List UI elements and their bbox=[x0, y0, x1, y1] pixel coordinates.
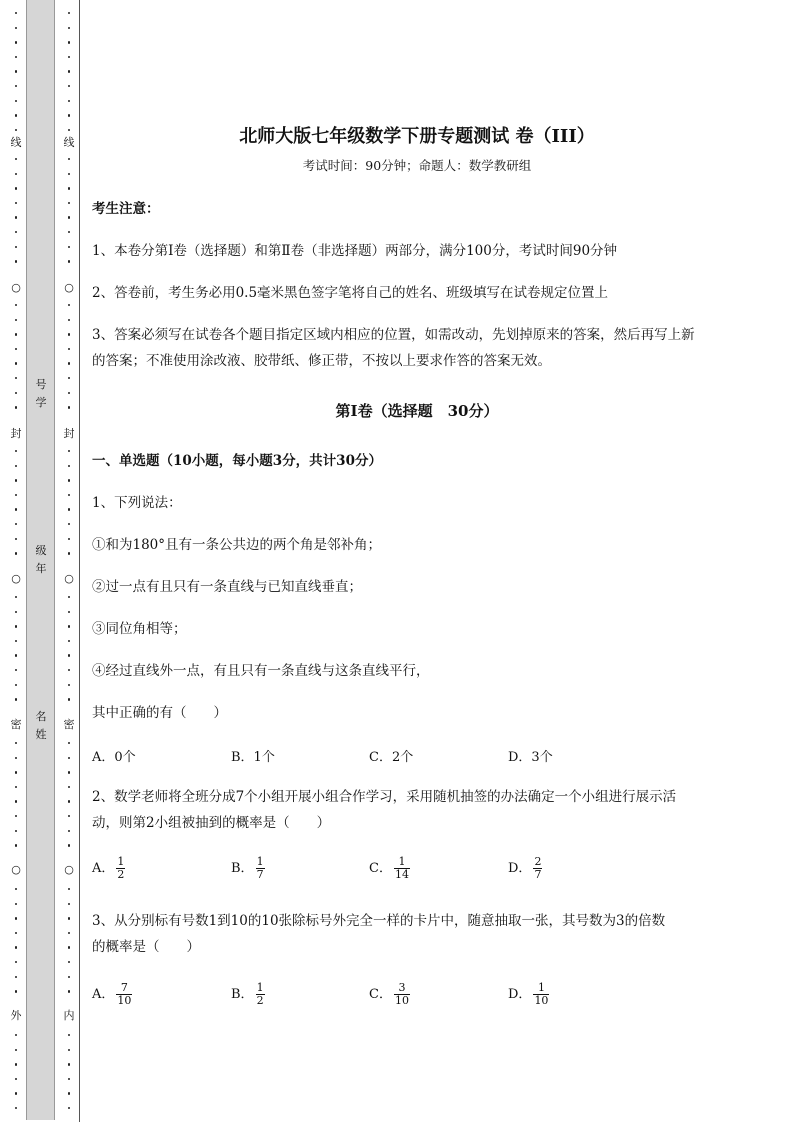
q2-option-b[interactable]: B． $\frac{1}{7}$ bbox=[231, 855, 264, 881]
q3-line2: 的概率是（ ） bbox=[92, 939, 200, 955]
seal-dot bbox=[68, 611, 70, 613]
seal-dot bbox=[68, 596, 70, 598]
q3-option-b[interactable]: B． $\frac{1}{2}$ bbox=[231, 981, 264, 1007]
seal-dot bbox=[15, 917, 17, 919]
seal-dot bbox=[15, 508, 17, 510]
q3-option-b-fraction: $\frac{1}{2}$ bbox=[256, 981, 264, 1007]
seal-dot bbox=[68, 231, 70, 233]
seal-dot bbox=[15, 1078, 17, 1080]
seal-dot bbox=[15, 800, 17, 802]
seal-dot bbox=[68, 538, 70, 540]
seal-dot bbox=[15, 56, 17, 58]
outer-mark: 密 bbox=[10, 718, 22, 731]
seal-dot bbox=[15, 1034, 17, 1036]
name-label: 名姓 bbox=[35, 710, 47, 741]
seal-dot bbox=[15, 946, 17, 948]
seal-dot bbox=[68, 976, 70, 978]
seal-dot bbox=[15, 742, 17, 744]
outer-mark: ○ bbox=[11, 572, 21, 585]
seal-dot bbox=[68, 70, 70, 72]
notice-item-3-line1: 3、答案必须写在试卷各个题目指定区域内相应的位置，如需改动，先划掉原来的答案，然后再写上新 bbox=[92, 327, 695, 343]
seal-dot bbox=[68, 990, 70, 992]
seal-dot bbox=[68, 771, 70, 773]
seal-dot bbox=[68, 260, 70, 262]
seal-dot bbox=[68, 757, 70, 759]
exam-subtitle: 考试时间：90分钟；命题人：数学教研组 bbox=[302, 158, 532, 173]
seal-dot bbox=[68, 246, 70, 248]
seal-dot bbox=[15, 669, 17, 671]
seal-dot bbox=[68, 932, 70, 934]
q2-option-a[interactable]: A． $\frac{1}{2}$ bbox=[92, 855, 125, 881]
seal-dot bbox=[15, 786, 17, 788]
seal-dot bbox=[68, 946, 70, 948]
seal-dot bbox=[68, 494, 70, 496]
seal-dot bbox=[15, 392, 17, 394]
seal-dot bbox=[15, 450, 17, 452]
seal-dot bbox=[15, 231, 17, 233]
notice-heading: 考生注意： bbox=[92, 201, 160, 217]
q1-statement-3: ③同位角相等； bbox=[92, 621, 187, 637]
notice-item-2: 2、答卷前，考生务必用0.5毫米黑色签字笔将自己的姓名、班级填写在试卷规定位置上 bbox=[92, 285, 609, 301]
seal-dot bbox=[68, 392, 70, 394]
q2-line1: 2、数学老师将全班分成7个小组开展小组合作学习，采用随机抽签的办法确定一个小组进行展示活 bbox=[92, 789, 677, 805]
notice-item-1: 1、本卷分第I卷（选择题）和第Ⅱ卷（非选择题）两部分，满分100分，考试时间90分钟 bbox=[92, 243, 618, 259]
seal-dot bbox=[68, 362, 70, 364]
outer-mark: 外 bbox=[10, 1009, 22, 1022]
seal-dot bbox=[68, 216, 70, 218]
binding-margin bbox=[0, 0, 82, 1123]
seal-dot bbox=[68, 684, 70, 686]
seal-dot bbox=[15, 830, 17, 832]
q3-option-c[interactable]: C． $\frac{3}{10}$ bbox=[369, 981, 409, 1007]
seal-dot bbox=[68, 450, 70, 452]
part-heading: 一、单选题（10小题，每小题3分，共计30分） bbox=[92, 453, 382, 469]
seal-dot bbox=[68, 319, 70, 321]
seal-dot bbox=[15, 1063, 17, 1065]
seal-dot bbox=[68, 41, 70, 43]
seal-dot bbox=[68, 698, 70, 700]
seal-dot bbox=[15, 538, 17, 540]
seal-dot bbox=[68, 800, 70, 802]
q2-line2: 动，则第2小组被抽到的概率是（ ） bbox=[92, 815, 331, 831]
q3-option-c-fraction: $\frac{3}{10}$ bbox=[394, 981, 409, 1007]
q2-option-b-fraction: $\frac{1}{7}$ bbox=[256, 855, 264, 881]
seal-dot bbox=[15, 1049, 17, 1051]
seal-dot bbox=[68, 625, 70, 627]
class-label: 级年 bbox=[35, 544, 47, 575]
seal-dot bbox=[68, 523, 70, 525]
seal-dot bbox=[15, 903, 17, 905]
q1-statement-4: ④经过直线外一点，有且只有一条直线与这条直线平行， bbox=[92, 663, 430, 679]
q3-line1: 3、从分别标有号数1到10的10张除标号外完全一样的卡片中，随意抽取一张，其号数为3的倍数 bbox=[92, 913, 666, 929]
q1-option-b[interactable]: B．1个 bbox=[231, 750, 275, 765]
seal-dot bbox=[68, 1034, 70, 1036]
seal-dot bbox=[15, 815, 17, 817]
seal-dot bbox=[68, 830, 70, 832]
seal-dot bbox=[15, 348, 17, 350]
seal-dot bbox=[68, 1078, 70, 1080]
seal-dot bbox=[68, 479, 70, 481]
seal-dot bbox=[15, 377, 17, 379]
seal-dot bbox=[68, 786, 70, 788]
seal-dot bbox=[15, 961, 17, 963]
seal-dot bbox=[68, 114, 70, 116]
seal-dot bbox=[15, 362, 17, 364]
seal-dot bbox=[15, 844, 17, 846]
seal-dot bbox=[15, 640, 17, 642]
q2-option-a-fraction: $\frac{1}{2}$ bbox=[117, 855, 125, 881]
seal-dot bbox=[15, 319, 17, 321]
q1-option-d[interactable]: D．3个 bbox=[508, 750, 553, 765]
seal-dot bbox=[15, 85, 17, 87]
seal-dot bbox=[68, 348, 70, 350]
seal-dot bbox=[15, 465, 17, 467]
seal-dot bbox=[15, 771, 17, 773]
seal-dot bbox=[15, 698, 17, 700]
outer-mark: ○ bbox=[11, 863, 21, 876]
seal-dot bbox=[15, 976, 17, 978]
q3-option-a-fraction: $\frac{7}{10}$ bbox=[117, 981, 132, 1007]
outer-dotted-seal-line bbox=[10, 4, 22, 1120]
seal-dot bbox=[15, 333, 17, 335]
seal-dot bbox=[68, 903, 70, 905]
seal-dot bbox=[68, 844, 70, 846]
seal-dot bbox=[15, 596, 17, 598]
q3-option-a[interactable]: A． $\frac{7}{10}$ bbox=[92, 981, 132, 1007]
seal-dot bbox=[15, 523, 17, 525]
seal-dot bbox=[68, 815, 70, 817]
seal-dot bbox=[15, 260, 17, 262]
seal-dot bbox=[15, 100, 17, 102]
q3-option-d[interactable]: D． $\frac{1}{10}$ bbox=[508, 981, 549, 1007]
seal-dot bbox=[15, 552, 17, 554]
seal-dot bbox=[68, 508, 70, 510]
seal-dot bbox=[68, 187, 70, 189]
seal-dot bbox=[15, 12, 17, 14]
inner-mark: ○ bbox=[64, 572, 74, 585]
seal-dot bbox=[68, 173, 70, 175]
section-title: 第I卷（选择题 30分） bbox=[335, 402, 499, 420]
seal-dot bbox=[15, 216, 17, 218]
q2-option-d-fraction: $\frac{2}{7}$ bbox=[534, 855, 542, 881]
seal-dot bbox=[68, 202, 70, 204]
inner-mark: 封 bbox=[63, 427, 75, 440]
seal-dot bbox=[15, 27, 17, 29]
seal-dot bbox=[15, 1092, 17, 1094]
seal-dot bbox=[15, 129, 17, 131]
seal-dot bbox=[68, 85, 70, 87]
q1-option-c[interactable]: C．2个 bbox=[369, 750, 414, 765]
seal-dot bbox=[15, 202, 17, 204]
seal-dot bbox=[15, 187, 17, 189]
seal-dot bbox=[68, 1092, 70, 1094]
seal-dot bbox=[68, 56, 70, 58]
seal-dot bbox=[68, 100, 70, 102]
exam-title: 北师大版七年级数学下册专题测试 卷（III） bbox=[239, 126, 595, 147]
seal-dot bbox=[68, 552, 70, 554]
seal-dot bbox=[15, 757, 17, 759]
seal-dot bbox=[15, 41, 17, 43]
seal-dot bbox=[15, 990, 17, 992]
seal-dot bbox=[68, 742, 70, 744]
seal-dot bbox=[15, 888, 17, 890]
seal-dot bbox=[68, 1107, 70, 1109]
seal-dot bbox=[15, 173, 17, 175]
seal-dot bbox=[15, 158, 17, 160]
outer-mark: 封 bbox=[10, 427, 22, 440]
seal-dot bbox=[68, 654, 70, 656]
seal-dot bbox=[15, 654, 17, 656]
q1-statement-1: ①和为180°且有一条公共边的两个角是邻补角； bbox=[92, 537, 382, 553]
notice-item-3-line2: 的答案；不准使用涂改液、胶带纸、修正带，不按以上要求作答的答案无效。 bbox=[92, 353, 551, 369]
seal-dot bbox=[68, 333, 70, 335]
outer-mark: ○ bbox=[11, 281, 21, 294]
margin-divider bbox=[79, 0, 80, 1122]
seal-dot bbox=[15, 406, 17, 408]
inner-mark: ○ bbox=[64, 281, 74, 294]
seal-dot bbox=[68, 304, 70, 306]
seal-dot bbox=[68, 669, 70, 671]
q2-option-c[interactable]: C． $\frac{1}{14}$ bbox=[369, 855, 409, 881]
seal-dot bbox=[15, 479, 17, 481]
seal-dot bbox=[68, 27, 70, 29]
outer-mark: 线 bbox=[10, 136, 22, 149]
seal-dot bbox=[68, 917, 70, 919]
q1-option-a[interactable]: A．0个 bbox=[92, 750, 136, 765]
seal-dot bbox=[68, 1049, 70, 1051]
inner-mark: 内 bbox=[63, 1009, 75, 1022]
inner-mark: ○ bbox=[64, 863, 74, 876]
q2-option-d[interactable]: D． $\frac{2}{7}$ bbox=[508, 855, 542, 881]
seal-dot bbox=[68, 129, 70, 131]
seal-dot bbox=[68, 1063, 70, 1065]
seal-dot bbox=[68, 961, 70, 963]
inner-dotted-seal-line bbox=[63, 4, 75, 1120]
seal-dot bbox=[68, 640, 70, 642]
seal-dot bbox=[68, 465, 70, 467]
seal-dot bbox=[68, 158, 70, 160]
seal-dot bbox=[15, 114, 17, 116]
q3-option-d-fraction: $\frac{1}{10}$ bbox=[534, 981, 549, 1007]
seal-dot bbox=[68, 377, 70, 379]
inner-mark: 线 bbox=[63, 136, 75, 149]
q1-ask: 其中正确的有（ ） bbox=[92, 705, 227, 721]
seal-dot bbox=[15, 1107, 17, 1109]
seal-dot bbox=[15, 625, 17, 627]
seal-dot bbox=[15, 932, 17, 934]
seal-dot bbox=[15, 684, 17, 686]
seal-dot bbox=[68, 12, 70, 14]
q1-statement-2: ②过一点有且只有一条直线与已知直线垂直； bbox=[92, 579, 362, 595]
seal-dot bbox=[15, 304, 17, 306]
inner-mark: 密 bbox=[63, 718, 75, 731]
seal-dot bbox=[68, 888, 70, 890]
q1-stem: 1、下列说法： bbox=[92, 495, 182, 511]
seal-dot bbox=[15, 611, 17, 613]
seal-dot bbox=[15, 494, 17, 496]
seal-dot bbox=[15, 70, 17, 72]
seal-dot bbox=[15, 246, 17, 248]
q2-option-c-fraction: $\frac{1}{14}$ bbox=[394, 855, 409, 881]
seal-dot bbox=[68, 406, 70, 408]
student-id-label: 号学 bbox=[35, 378, 47, 409]
